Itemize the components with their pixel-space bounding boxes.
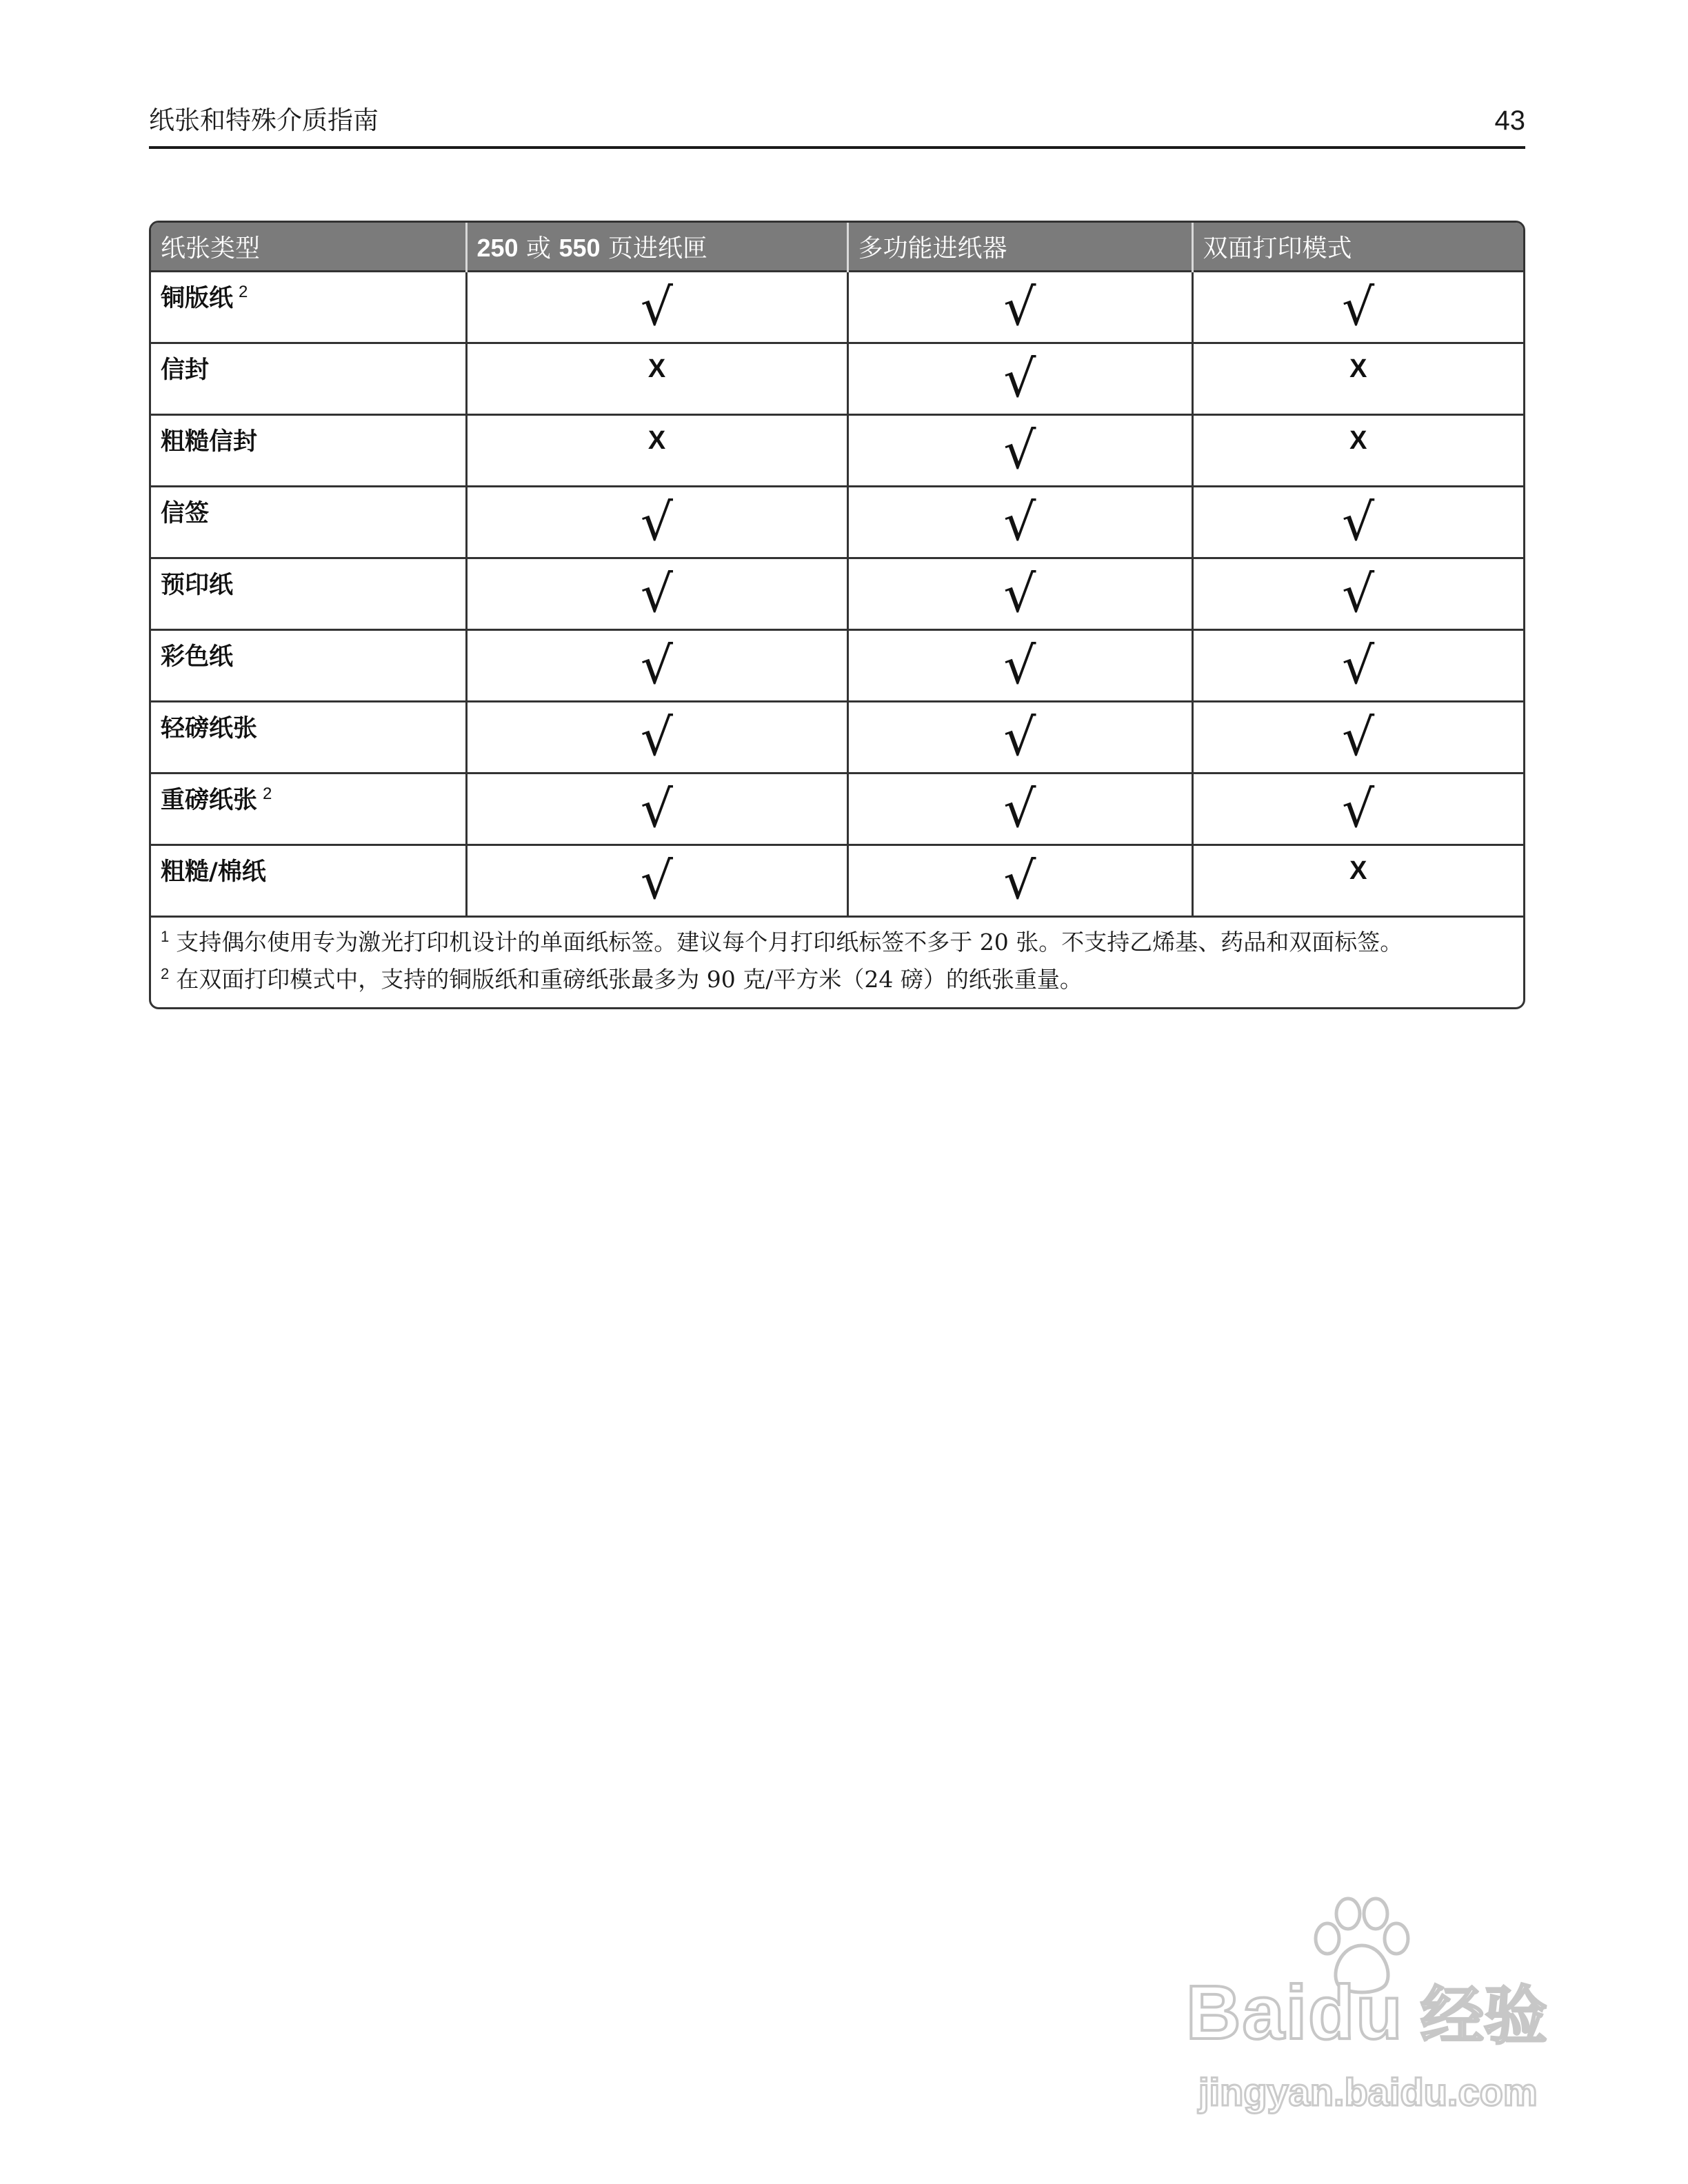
duplex-support-cell	[1192, 486, 1523, 558]
table-row	[151, 845, 1523, 916]
checkmark-icon: √	[640, 564, 674, 624]
paper-type-label	[151, 631, 465, 672]
paper-type-text: 重磅纸张	[161, 786, 258, 814]
checkmark-icon: √	[640, 779, 674, 839]
cross-icon: X	[1349, 354, 1367, 383]
duplex-support-cell	[1192, 271, 1523, 343]
paper-type-label	[151, 416, 465, 457]
paper-type-label	[151, 774, 465, 816]
paper-support-table	[149, 221, 1525, 1009]
footnotes-cell	[151, 916, 1523, 1007]
tray-support-cell	[466, 486, 847, 558]
table-row	[151, 773, 1523, 845]
paper-type-label	[151, 702, 465, 744]
duplex-support-cell	[1192, 845, 1523, 916]
media-table	[151, 223, 1523, 1007]
checkmark-icon: √	[1003, 707, 1036, 767]
paper-type-text: 轻磅纸张	[161, 714, 258, 742]
footnote-text: 在双面打印模式中，支持的铜版纸和重磅纸张最多为 90 克/平方米（24 磅）的纸张重量。	[176, 965, 1083, 993]
footnote-reference: 2	[263, 784, 272, 803]
footnote-marker: 1	[161, 927, 170, 945]
paper-type-text: 预印纸	[161, 571, 234, 599]
watermark-brand: Baidu	[1186, 1970, 1404, 2055]
checkmark-icon: √	[640, 277, 674, 337]
table-row	[151, 486, 1523, 558]
checkmark-icon: √	[1342, 564, 1375, 624]
multipurpose-feeder-support-cell	[847, 343, 1192, 414]
page-header	[149, 103, 1525, 149]
footnote-2	[161, 963, 1514, 996]
tray-support-cell	[466, 773, 847, 845]
cross-icon: X	[1349, 856, 1367, 885]
tray-or-text: 或	[518, 234, 559, 263]
footnote-marker: 2	[161, 964, 170, 982]
paper-type-text: 粗糙信封	[161, 427, 258, 456]
paper-type-cell	[151, 845, 466, 916]
checkmark-icon: √	[1003, 277, 1036, 337]
checkmark-icon: √	[1003, 779, 1036, 839]
paper-type-cell	[151, 486, 466, 558]
multipurpose-feeder-support-cell	[847, 629, 1192, 701]
duplex-support-cell	[1192, 701, 1523, 773]
checkmark-icon: √	[1003, 564, 1036, 624]
paper-type-cell	[151, 629, 466, 701]
paper-type-cell	[151, 558, 466, 629]
duplex-support-cell	[1192, 558, 1523, 629]
paper-type-cell	[151, 343, 466, 414]
table-row	[151, 271, 1523, 343]
paper-type-label	[151, 559, 465, 600]
checkmark-icon: √	[640, 707, 674, 767]
paper-type-label	[151, 344, 465, 385]
paper-type-label	[151, 846, 465, 887]
column-header-duplex-label: 双面打印模式	[1203, 234, 1352, 263]
checkmark-icon: √	[640, 492, 674, 552]
multipurpose-feeder-support-cell	[847, 414, 1192, 486]
paper-type-text: 信封	[161, 356, 210, 384]
paper-type-text: 信签	[161, 499, 210, 527]
multipurpose-feeder-support-cell	[847, 773, 1192, 845]
footnotes-row	[151, 916, 1523, 1007]
watermark-url: jingyan.baidu.com	[1198, 2070, 1538, 2114]
paper-type-label	[151, 272, 465, 314]
multipurpose-feeder-support-cell	[847, 845, 1192, 916]
table-row	[151, 414, 1523, 486]
paper-type-text: 铜版纸	[161, 284, 234, 312]
header-title: 纸张和特殊介质指南	[149, 105, 379, 135]
duplex-support-cell	[1192, 629, 1523, 701]
checkmark-icon: √	[1342, 707, 1375, 767]
checkmark-icon: √	[1342, 277, 1375, 337]
footnote-1	[161, 926, 1514, 959]
paper-type-cell	[151, 701, 466, 773]
table-row	[151, 701, 1523, 773]
column-header-mpf-label: 多功能进纸器	[858, 234, 1007, 263]
page-number: 43	[1494, 105, 1525, 136]
paper-type-cell	[151, 414, 466, 486]
checkmark-icon: √	[640, 636, 674, 696]
paper-type-cell	[151, 271, 466, 343]
tray-support-cell	[466, 414, 847, 486]
checkmark-icon: √	[1003, 636, 1036, 696]
tray-support-cell	[466, 629, 847, 701]
tray-support-cell	[466, 343, 847, 414]
paper-type-text: 粗糙/棉纸	[161, 858, 266, 886]
table-row	[151, 629, 1523, 701]
watermark-cn-text: 经验	[1420, 1979, 1548, 2053]
checkmark-icon: √	[640, 851, 674, 911]
baidu-jingyan-watermark	[1186, 1896, 1572, 2144]
paper-type-label	[151, 487, 465, 529]
duplex-support-cell	[1192, 773, 1523, 845]
tray-support-cell	[466, 271, 847, 343]
column-header-paper-type-label: 纸张类型	[161, 234, 261, 263]
column-header-duplex	[1192, 223, 1523, 271]
tray-support-cell	[466, 845, 847, 916]
cross-icon: X	[647, 354, 666, 383]
cross-icon: X	[647, 425, 666, 455]
multipurpose-feeder-support-cell	[847, 701, 1192, 773]
checkmark-icon: √	[1003, 492, 1036, 552]
tray-support-cell	[466, 701, 847, 773]
checkmark-icon: √	[1003, 421, 1036, 481]
paper-type-text: 彩色纸	[161, 643, 234, 671]
column-header-tray	[466, 223, 847, 271]
table-header-row	[151, 223, 1523, 271]
checkmark-icon: √	[1003, 349, 1036, 409]
footnote-text: 支持偶尔使用专为激光打印机设计的单面纸标签。建议每个月打印纸标签不多于 20 张。不支持乙烯基、药品和双面标签。	[176, 928, 1403, 956]
table-row	[151, 343, 1523, 414]
tray-label: 页进纸匣	[600, 234, 707, 263]
checkmark-icon: √	[1342, 779, 1375, 839]
column-header-multipurpose-feeder	[847, 223, 1192, 271]
tray-capacity-250: 250	[476, 233, 519, 262]
tray-support-cell	[466, 558, 847, 629]
duplex-support-cell	[1192, 414, 1523, 486]
multipurpose-feeder-support-cell	[847, 486, 1192, 558]
paper-type-cell	[151, 773, 466, 845]
multipurpose-feeder-support-cell	[847, 558, 1192, 629]
multipurpose-feeder-support-cell	[847, 271, 1192, 343]
checkmark-icon: √	[1003, 851, 1036, 911]
footnote-reference: 2	[239, 282, 248, 301]
column-header-paper-type	[151, 223, 466, 271]
tray-capacity-550: 550	[559, 233, 601, 262]
cross-icon: X	[1349, 425, 1367, 455]
checkmark-icon: √	[1342, 492, 1375, 552]
checkmark-icon: √	[1342, 636, 1375, 696]
table-row	[151, 558, 1523, 629]
duplex-support-cell	[1192, 343, 1523, 414]
